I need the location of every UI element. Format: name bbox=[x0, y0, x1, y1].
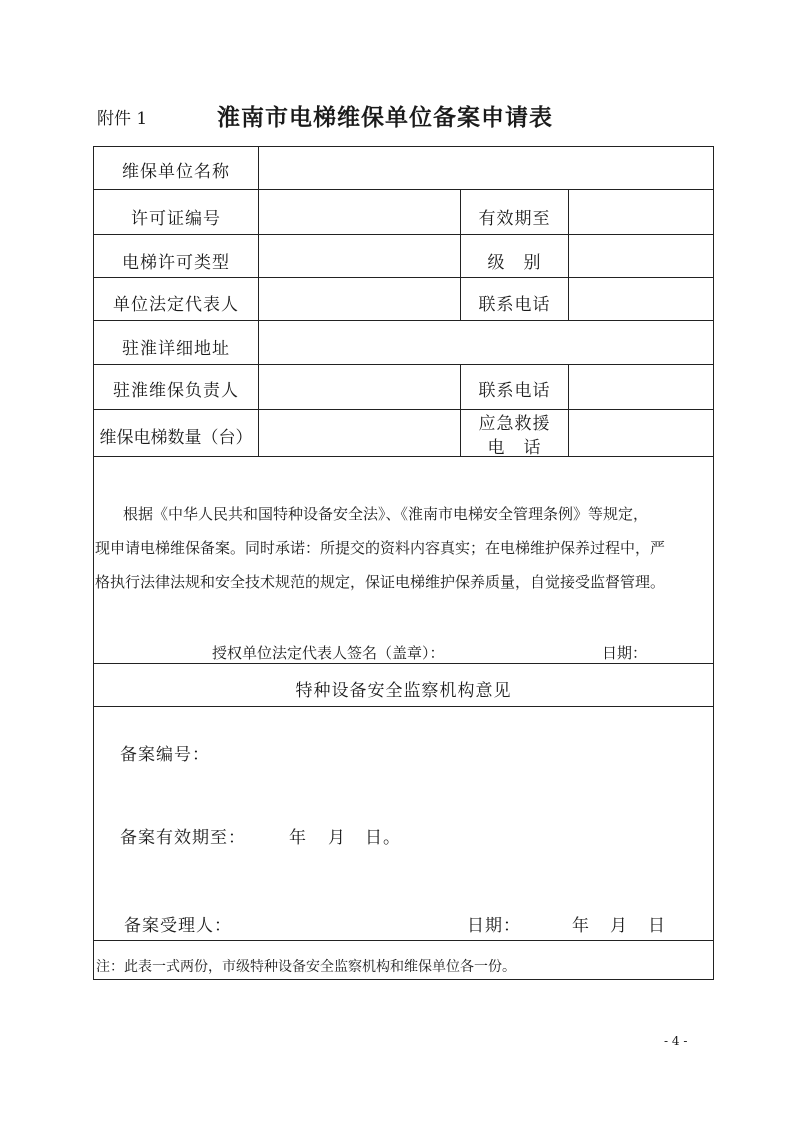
license-no-label: 许可证编号 bbox=[131, 209, 221, 229]
attachment-label: 附件 1 bbox=[97, 109, 148, 129]
opinion-day: 日 bbox=[648, 916, 666, 936]
license-type-label: 电梯许可类型 bbox=[122, 253, 230, 273]
footnote: 注：此表一式两份，市级特种设备安全监察机构和维保单位各一份。 bbox=[96, 959, 516, 975]
phone-label-1: 联系电话 bbox=[478, 295, 551, 315]
opinion-year: 年 bbox=[572, 916, 590, 936]
phone-label-2: 联系电话 bbox=[478, 381, 551, 401]
declaration-line-3: 格执行法律法规和安全技术规范的规定，保证电梯维护保养质量，自觉接受监督管理。 bbox=[95, 573, 666, 591]
record-no-label: 备案编号： bbox=[120, 745, 210, 765]
declaration-date-label: 日期： bbox=[602, 644, 648, 662]
legal-rep-label: 单位法定代表人 bbox=[113, 295, 239, 315]
declaration-text bbox=[95, 497, 713, 599]
declaration-line-1: 根据《中华人民共和国特种设备安全法》、《淮南市电梯安全管理条例》等规定， bbox=[123, 505, 649, 523]
form-title: 淮南市电梯维保单位备案申请表 bbox=[217, 104, 553, 131]
record-valid-year: 年 bbox=[289, 828, 307, 848]
elevator-count-label: 维保电梯数量（台） bbox=[99, 428, 253, 448]
address-label: 驻淮详细地址 bbox=[122, 339, 230, 359]
record-valid-month: 月 bbox=[328, 828, 346, 848]
valid-until-label: 有效期至 bbox=[478, 209, 551, 229]
record-valid-day: 日。 bbox=[365, 828, 401, 848]
level-label: 级 别 bbox=[487, 253, 542, 273]
declaration-line-2: 现申请电梯维保备案。同时承诺：所提交的资料内容真实；在电梯维护保养过程中，严 bbox=[95, 539, 666, 557]
signature-label: 授权单位法定代表人签名（盖章）： bbox=[212, 644, 445, 662]
emergency-label-2: 电 话 bbox=[487, 438, 542, 458]
record-valid-label: 备案有效期至： bbox=[120, 828, 246, 848]
emergency-label-1: 应急救援 bbox=[478, 414, 551, 434]
opinion-heading: 特种设备安全监察机构意见 bbox=[295, 681, 512, 701]
page-number: - 4 - bbox=[664, 1034, 688, 1048]
handler-label: 备案受理人： bbox=[124, 916, 232, 936]
opinion-date-label: 日期： bbox=[467, 916, 521, 936]
unit-name-label: 维保单位名称 bbox=[122, 162, 230, 182]
local-manager-label: 驻淮维保负责人 bbox=[113, 381, 239, 401]
opinion-month: 月 bbox=[610, 916, 628, 936]
